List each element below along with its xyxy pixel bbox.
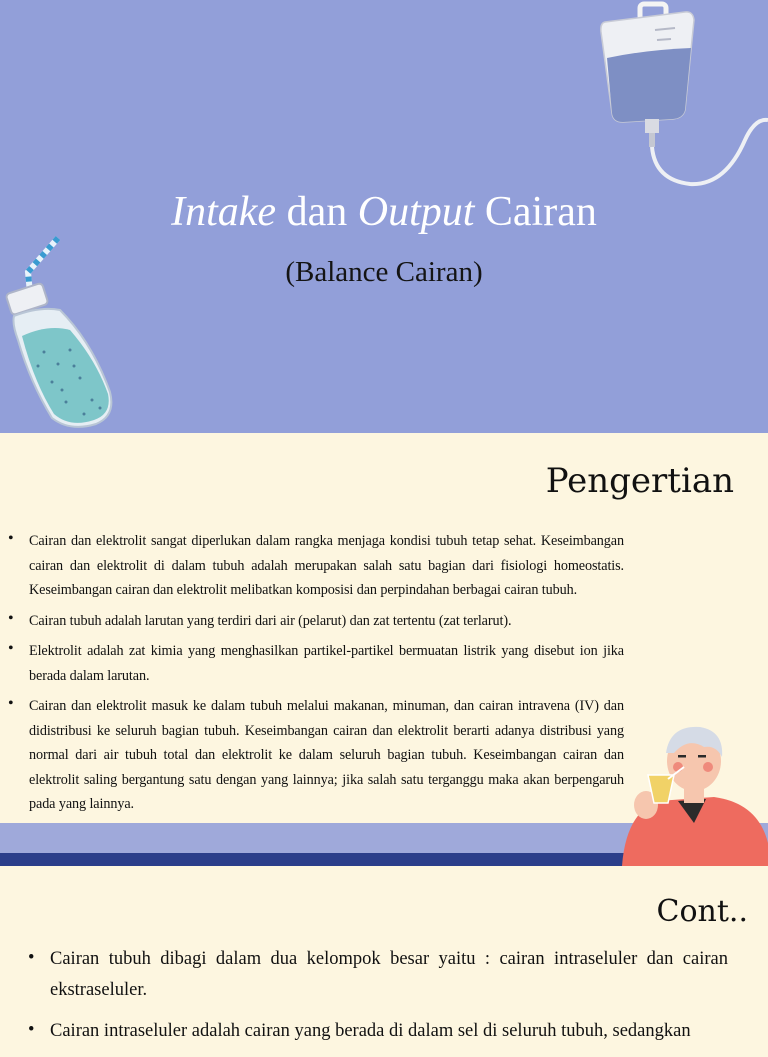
list-item [8,609,624,634]
bullet-icon: • [28,1020,35,1040]
bullet-icon: • [8,695,14,712]
continuation-list [28,944,728,1057]
list-item-text: Cairan dan elektrolit sangat diperlukan dalam rangka menjaga kondisi tubuh tetap sehat. Keseimbangan cairan dan elektrolit di dalam tubuh adalah merupakan salah satu bagian dari fisiologi homeostatis. Keseimbangan cairan dan elektrolit melibatkan komposisi dan perpindahan berbagai cairan tubuh. [29,533,624,598]
definition-slide [0,433,768,866]
slide-heading: Pengertian [545,461,734,501]
person-drinking-icon [618,723,768,866]
bullet-icon: • [28,948,35,968]
presentation-subtitle: (Balance Cairan) [285,256,483,288]
list-item-text: Cairan tubuh dibagi dalam dua kelompok besar yaitu : cairan intraseluler dan cairan ekstraseluler. [50,949,728,1000]
iv-bag-icon [585,0,768,200]
title-output: Output [357,189,475,235]
definition-list [8,529,624,823]
list-item-text: Elektrolit adalah zat kimia yang menghasilkan partikel-partikel bermuatan listrik yang disebut ion jika berada dalam larutan. [29,643,624,684]
presentation-title [0,186,768,238]
bullet-icon: • [8,609,14,627]
title-slide [0,0,768,433]
list-item [8,694,624,817]
title-intake: Intake [171,189,277,235]
bullet-icon: • [8,530,14,547]
list-item [28,944,728,1006]
list-item-text: Cairan tubuh adalah larutan yang terdiri dari air (pelarut) dan zat tertentu (zat terlarut). [29,612,512,629]
list-item-text: Cairan intraseluler adalah cairan yang berada di dalam sel di seluruh tubuh, sedangkan [50,1021,691,1041]
title-dan: dan [276,189,358,235]
list-item-text: Cairan dan elektrolit masuk ke dalam tubuh melalui makanan, minuman, dan cairan intravena (IV) dan didistribusi ke seluruh bagian tubuh. Keseimbangan cairan dan elektrolit berarti adanya distribusi yang normal dari air tubuh total dan elektrolit ke dalam seluruh bagian tubuh. Keseimbangan cairan dan elektrolit saling bergantung satu dengan yang lainnya; jika salah satu terganggu maka akan berpengaruh pada yang lainnya. [29,698,624,812]
continuation-slide [0,866,768,1041]
slide-heading: Cont.. [656,894,748,929]
list-item [28,1016,728,1047]
title-cairan: Cairan [474,189,597,235]
list-item [8,529,624,603]
bullet-icon: • [8,640,14,657]
list-item [8,639,624,688]
